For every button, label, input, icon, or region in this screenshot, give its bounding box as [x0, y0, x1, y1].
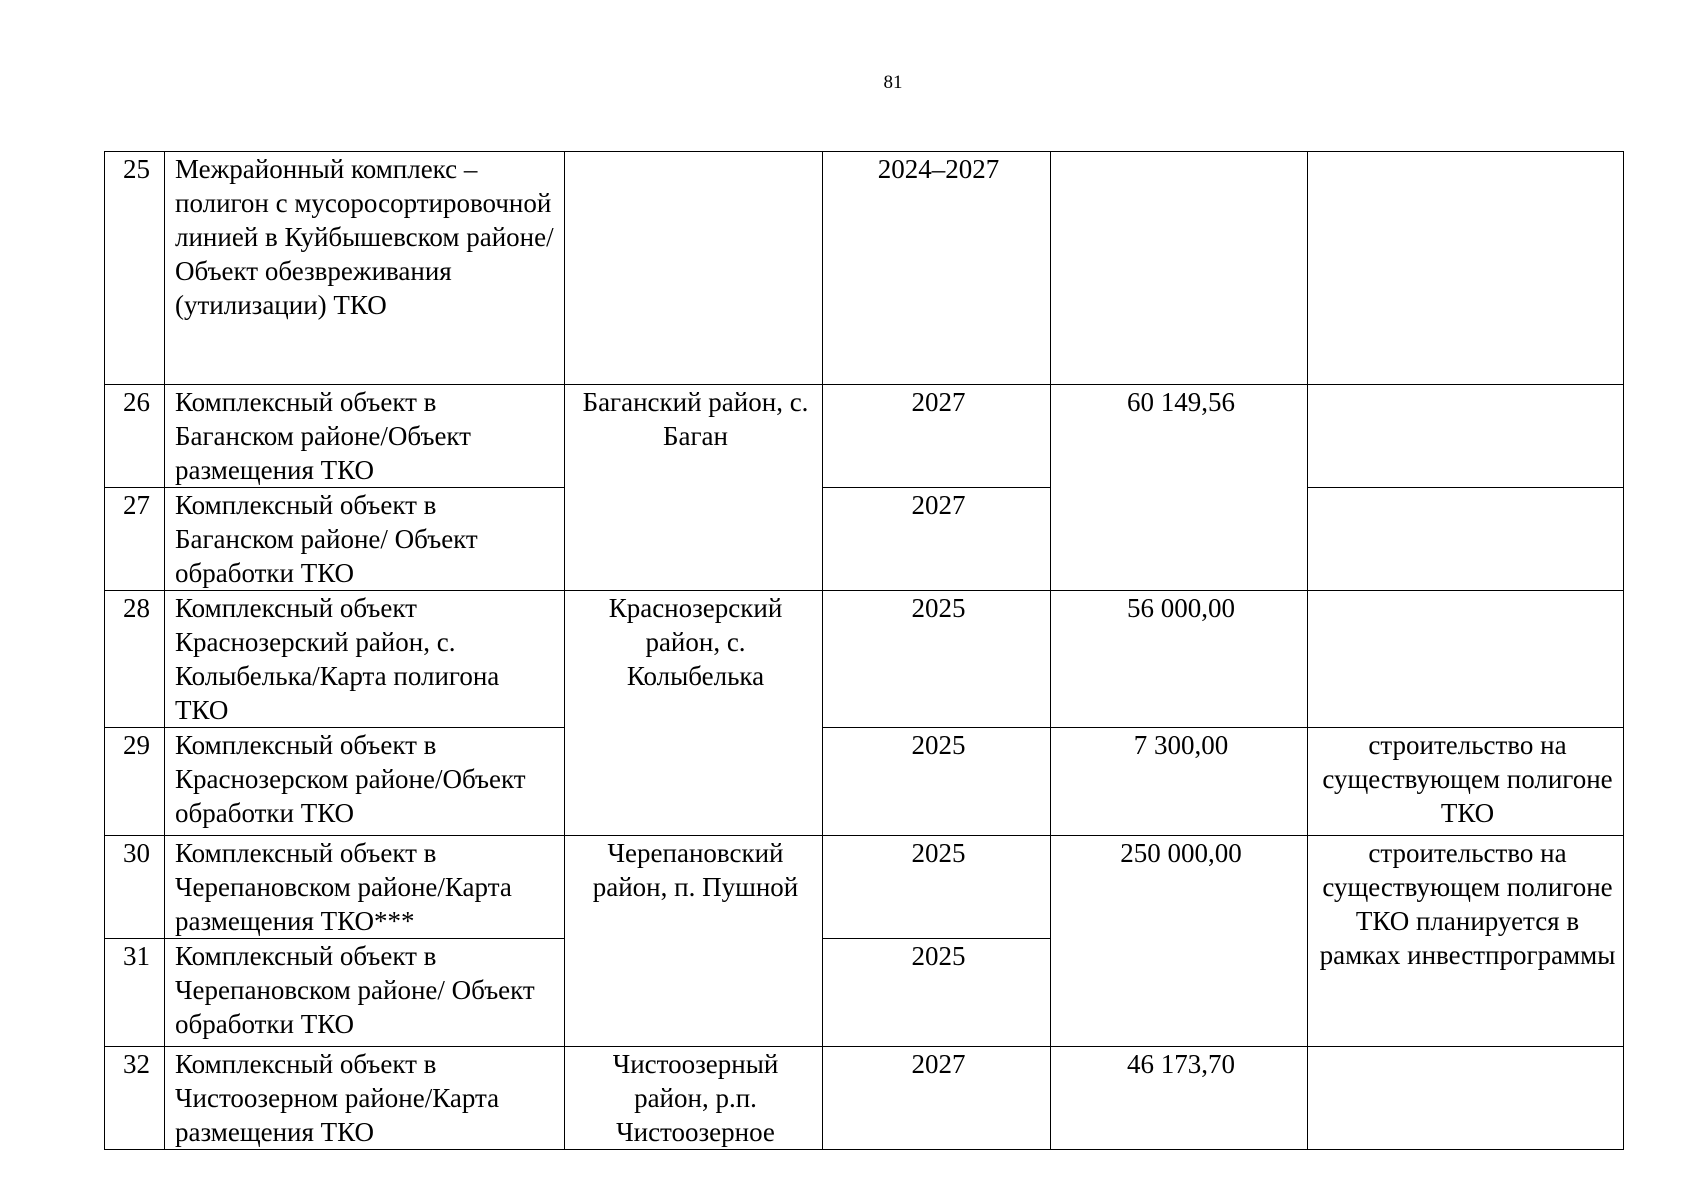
construction-years: 2027 [823, 385, 1051, 488]
construction-note: строительство на существующем полигоне ТКО планируется в рамках инвестпрограммы [1308, 836, 1624, 1047]
facility-name: Комплексный объект в Черепановском районе/ Объект обработки ТКО [165, 939, 565, 1047]
row-number: 30 [105, 836, 165, 939]
facility-location [565, 152, 823, 385]
construction-note [1308, 488, 1624, 591]
row-number: 25 [105, 152, 165, 385]
table-row [105, 836, 1624, 939]
construction-cost: 56 000,00 [1051, 591, 1308, 728]
construction-note [1308, 385, 1624, 488]
facility-name: Комплексный объект Краснозерский район, с. Колыбелька/Карта полигона ТКО [165, 591, 565, 728]
table-row [105, 152, 1624, 385]
table-row [105, 728, 1624, 836]
facility-name: Межрайонный комплекс – полигон с мусоросортировочной линией в Куйбышевском районе/Объект обезвреживания (утилизации) ТКО [165, 152, 565, 385]
facilities-table [104, 151, 1624, 1150]
construction-years: 2025 [823, 591, 1051, 728]
construction-note [1308, 591, 1624, 728]
construction-cost: 60 149,56 [1051, 385, 1308, 591]
construction-years: 2027 [823, 488, 1051, 591]
facility-name: Комплексный объект в Чистоозерном районе/Карта размещения ТКО [165, 1047, 565, 1150]
construction-cost: 250 000,00 [1051, 836, 1308, 1047]
construction-note: строительство на существующем полигоне ТКО [1308, 728, 1624, 836]
construction-years: 2027 [823, 1047, 1051, 1150]
construction-cost: 7 300,00 [1051, 728, 1308, 836]
facility-location: Баганский район, с. Баган [565, 385, 823, 591]
row-number: 32 [105, 1047, 165, 1150]
table-row [105, 488, 1624, 591]
row-number: 31 [105, 939, 165, 1047]
page-number: 81 [883, 72, 903, 93]
construction-cost [1051, 152, 1308, 385]
facility-name: Комплексный объект в Баганском районе/Объект размещения ТКО [165, 385, 565, 488]
construction-years: 2025 [823, 836, 1051, 939]
table-row [105, 1047, 1624, 1150]
construction-years: 2025 [823, 939, 1051, 1047]
construction-note [1308, 1047, 1624, 1150]
row-number: 26 [105, 385, 165, 488]
row-number: 28 [105, 591, 165, 728]
construction-years: 2025 [823, 728, 1051, 836]
facility-location: Черепановский район, п. Пушной [565, 836, 823, 1047]
facility-location: Чистоозерный район, р.п. Чистоозерное [565, 1047, 823, 1150]
table-row [105, 385, 1624, 488]
facility-name: Комплексный объект в Краснозерском районе/Объект обработки ТКО [165, 728, 565, 836]
facility-name: Комплексный объект в Баганском районе/ Объект обработки ТКО [165, 488, 565, 591]
facility-location: Краснозерский район, с. Колыбелька [565, 591, 823, 836]
construction-years: 2024–2027 [823, 152, 1051, 385]
table-row [105, 591, 1624, 728]
facility-name: Комплексный объект в Черепановском районе/Карта размещения ТКО*** [165, 836, 565, 939]
row-number: 29 [105, 728, 165, 836]
construction-note [1308, 152, 1624, 385]
construction-cost: 46 173,70 [1051, 1047, 1308, 1150]
row-number: 27 [105, 488, 165, 591]
